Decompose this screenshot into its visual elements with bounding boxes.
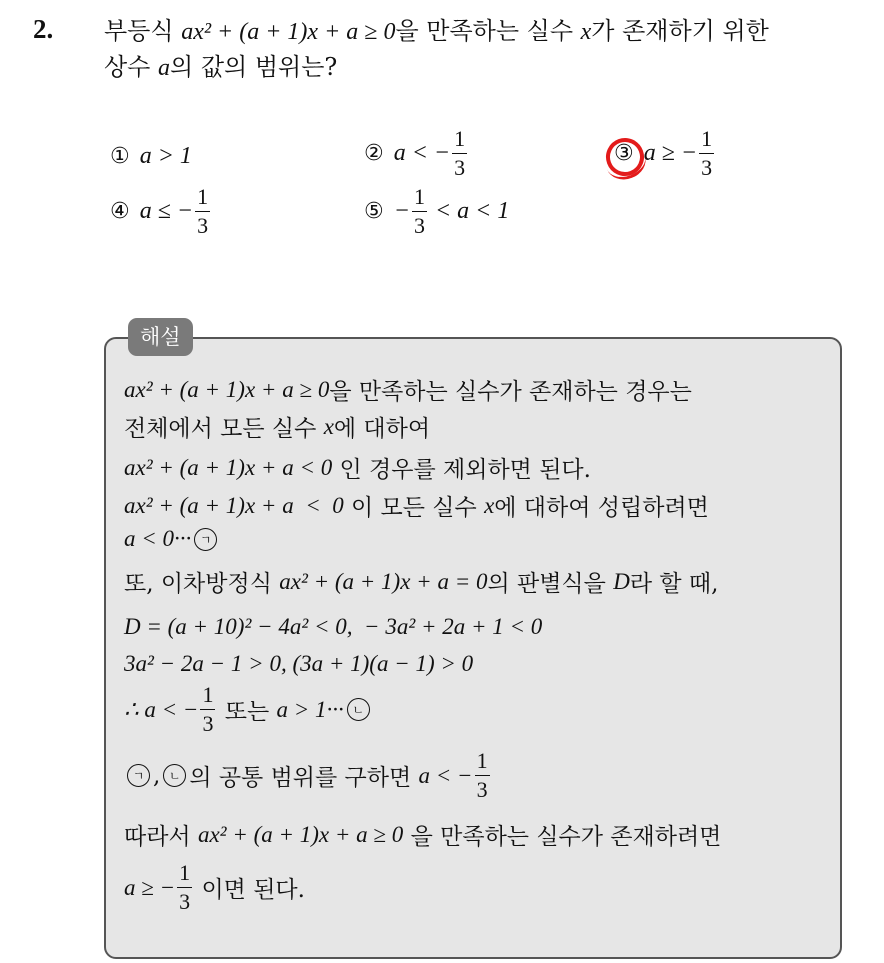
solution-line-6: 또, 이차방정식 ax² + (a + 1)x + a = 0 의 판별식을 D 라 할 때, bbox=[124, 568, 719, 597]
option-1[interactable] bbox=[110, 143, 192, 170]
fraction-denominator: 3 bbox=[701, 155, 713, 180]
fraction bbox=[475, 750, 490, 801]
fraction-denominator: 3 bbox=[476, 777, 488, 802]
fraction bbox=[195, 186, 210, 237]
fraction-numerator: 1 bbox=[177, 862, 192, 888]
option-2[interactable]: ② a < − $\frac{1}{3}$ bbox=[364, 126, 466, 180]
label-badge: ㄱ bbox=[127, 764, 150, 787]
solution-line-1: ax² + (a + 1)x + a ≥ 0 을 만족하는 실수가 존재하는 경우는 bbox=[124, 376, 692, 405]
question-line-1: 부등식 ax² + (a + 1)x + a ≥ 0을 만족하는 실수 x가 존재하기 위한 bbox=[104, 17, 769, 45]
option-4-marker: ④ bbox=[110, 199, 130, 224]
solution-line-3: ax² + (a + 1)x + a < 0 인 경우를 제외하면 된다. bbox=[124, 454, 591, 483]
question-number: 2. bbox=[33, 14, 54, 44]
fraction-denominator: 3 bbox=[202, 711, 214, 736]
solution-line-4: ax² + (a + 1)x + a < 0 이 모든 실수 x 에 대하여 성립하려면 bbox=[124, 492, 709, 521]
fraction-denominator: 3 bbox=[413, 213, 425, 238]
fraction-numerator: 1 bbox=[195, 186, 210, 212]
option-4[interactable]: ④ a ≤ − $\frac{1}{3}$ bbox=[110, 184, 209, 238]
option-1-marker: ① bbox=[110, 144, 130, 169]
solution-line-10: ㄱ , ㄴ 의 공통 범위를 구하면 a < − $\frac{1}{3}$ bbox=[124, 750, 834, 801]
fraction-denominator: 3 bbox=[454, 155, 466, 180]
fraction-numerator: 1 bbox=[200, 684, 215, 710]
solution-line-12: a ≥ − $\frac{1}{3}$ 이면 된다. bbox=[124, 860, 305, 914]
fraction-denominator: 3 bbox=[197, 213, 209, 238]
solution-line-5: a < 0··· ㄱ bbox=[124, 526, 834, 552]
fraction-numerator: 1 bbox=[412, 186, 427, 212]
option-1-expr: a > 1 bbox=[139, 143, 192, 169]
fraction bbox=[452, 128, 467, 179]
fraction-numerator: 1 bbox=[452, 128, 467, 154]
fraction bbox=[177, 862, 192, 913]
solution-line-7: D = (a + 10)² − 4a² < 0, − 3a² + 2a + 1 < 0 bbox=[124, 614, 543, 639]
option-3[interactable]: ③ a ≥ − $\frac{1}{3}$ bbox=[614, 126, 713, 180]
question-line-2: 상수 a의 값의 범위는? bbox=[104, 53, 338, 81]
fraction bbox=[412, 186, 427, 237]
fraction-numerator: 1 bbox=[699, 128, 714, 154]
option-5-marker: ⑤ bbox=[364, 199, 384, 224]
fraction bbox=[200, 684, 215, 735]
fraction-denominator: 3 bbox=[179, 889, 191, 914]
option-5[interactable]: ⑤ − $\frac{1}{3}$ < a < 1 bbox=[364, 184, 510, 238]
solution-tab: 해설 bbox=[128, 318, 193, 356]
question-text bbox=[104, 14, 874, 86]
fraction bbox=[699, 128, 714, 179]
solution-line-9: ∴ a < − $\frac{1}{3}$ 또는 a > 1··· ㄴ bbox=[124, 684, 834, 735]
inequality: ax² + (a + 1)x + a ≥ 0 bbox=[181, 19, 396, 45]
label-badge: ㄴ bbox=[347, 698, 370, 721]
option-2-marker: ② bbox=[364, 141, 384, 166]
solution-line-8: 3a² − 2a − 1 > 0, (3a + 1)(a − 1) > 0 bbox=[124, 651, 474, 676]
solution-line-2: 전체에서 모든 실수 x 에 대하여 bbox=[124, 413, 431, 442]
fraction-numerator: 1 bbox=[475, 750, 490, 776]
label-badge: ㄴ bbox=[163, 764, 186, 787]
solution-line-11: 따라서 ax² + (a + 1)x + a ≥ 0 을 만족하는 실수가 존재하려면 bbox=[124, 821, 722, 850]
label-badge: ㄱ bbox=[194, 528, 217, 551]
option-3-marker: ③ bbox=[614, 141, 634, 166]
